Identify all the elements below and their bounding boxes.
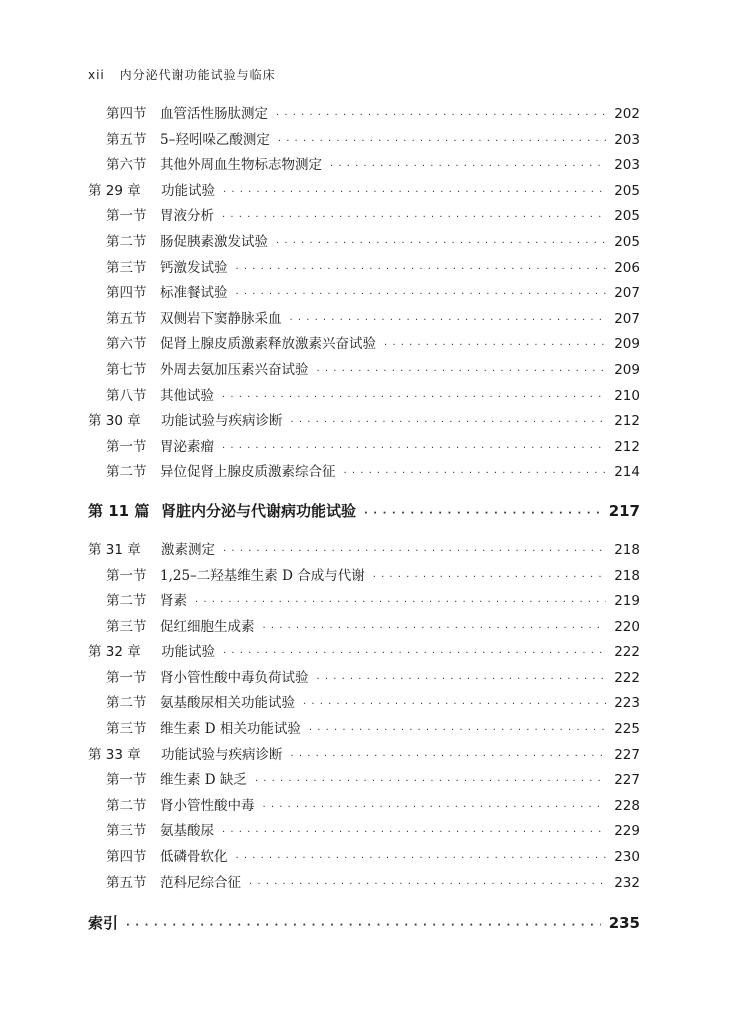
toc-entry-page: 212	[614, 438, 640, 455]
toc-entry-section[interactable]	[88, 845, 640, 871]
toc-entry-page: 218	[614, 541, 640, 558]
toc-entry-page: 212	[614, 413, 640, 430]
dot-leader	[263, 616, 607, 642]
toc-entry-part[interactable]	[88, 494, 640, 528]
toc-entry-chapter[interactable]	[88, 640, 640, 666]
toc-entry-page: 232	[614, 874, 640, 891]
toc-entry-title: 激素测定	[161, 541, 215, 558]
toc-entry-label: 第三节	[106, 259, 147, 276]
toc-entry-title: 肾小管性酸中毒	[160, 797, 255, 814]
toc-entry-title: 异位促肾上腺皮质激素综合征	[160, 464, 336, 481]
toc-entry-section[interactable]	[88, 717, 640, 743]
dot-leader	[344, 461, 607, 487]
toc-entry-label: 第七节	[106, 361, 147, 378]
dot-leader	[222, 385, 606, 411]
toc-entry-heading	[106, 128, 270, 154]
toc-entry-label: 第一节	[106, 772, 147, 789]
toc-entry-heading	[88, 409, 283, 435]
toc-entry-section[interactable]	[88, 871, 640, 897]
toc-entry-section[interactable]	[88, 564, 640, 590]
dot-leader	[249, 872, 606, 898]
toc-entry-heading	[88, 494, 356, 528]
toc-entry-title: 钙激发试验	[160, 259, 228, 276]
toc-entry-page: 227	[614, 772, 640, 789]
dot-leader	[317, 359, 607, 385]
dot-leader	[195, 590, 606, 616]
toc-entry-page: 205	[614, 208, 640, 225]
toc-entry-label: 第四节	[106, 849, 147, 866]
toc-entry-title: 促红细胞生成素	[160, 618, 255, 635]
toc-entry-section[interactable]	[88, 460, 640, 486]
toc-entry-heading	[106, 281, 228, 307]
toc-entry-label: 第 11 篇	[88, 501, 150, 520]
toc-entry-heading	[88, 743, 283, 769]
toc-entry-label: 第六节	[106, 336, 147, 353]
toc-entry-page: 209	[614, 361, 640, 378]
toc-entry-label: 第五节	[106, 131, 147, 148]
dot-leader	[364, 497, 601, 531]
dot-leader	[222, 436, 606, 462]
toc-entry-section[interactable]	[88, 768, 640, 794]
header-page-number: xii	[88, 68, 105, 82]
toc-entry-section[interactable]	[88, 128, 640, 154]
toc-entry-title: 双侧岩下窦静脉采血	[160, 310, 282, 327]
toc-entry-heading	[106, 871, 241, 897]
toc-entry-index[interactable]	[88, 906, 640, 940]
toc-entry-heading	[106, 435, 214, 461]
toc-entry-section[interactable]	[88, 153, 640, 179]
toc-entry-label: 第一节	[106, 438, 147, 455]
toc-entry-heading	[106, 307, 282, 333]
toc-entry-title: 外周去氨加压素兴奋试验	[160, 361, 309, 378]
dot-leader	[222, 205, 606, 231]
toc-entry-title: 维生素 D 缺乏	[160, 772, 247, 789]
toc-entry-label: 第六节	[106, 157, 147, 174]
toc-entry-title: 标准餐试验	[160, 285, 228, 302]
toc-entry-label: 第五节	[106, 310, 147, 327]
toc-entry-heading	[106, 230, 268, 256]
toc-entry-title: 促肾上腺皮质激素释放激素兴奋试验	[160, 336, 376, 353]
toc-entry-label: 第八节	[106, 387, 147, 404]
toc-entry-chapter[interactable]	[88, 409, 640, 435]
toc-entry-heading	[106, 256, 228, 282]
dot-leader	[223, 180, 606, 206]
dot-leader	[276, 231, 606, 257]
toc-entry-title: 肾素	[160, 593, 187, 610]
dot-leader	[126, 909, 601, 943]
dot-leader	[373, 565, 607, 591]
toc-entry-page: 207	[614, 285, 640, 302]
toc-entry-label: 第五节	[106, 874, 147, 891]
toc-entry-page: 227	[614, 746, 640, 763]
toc-entry-page: 223	[614, 695, 640, 712]
toc-entry-label: 第三节	[106, 618, 147, 635]
dot-leader	[223, 641, 606, 667]
toc-entry-page: 205	[614, 233, 640, 250]
dot-leader	[290, 308, 607, 334]
dot-leader	[236, 846, 607, 872]
toc-entry-title: 维生素 D 相关功能试验	[160, 721, 301, 738]
toc-entry-heading	[106, 794, 255, 820]
toc-entry-section[interactable]	[88, 384, 640, 410]
dot-leader	[263, 795, 607, 821]
dot-leader	[276, 103, 606, 129]
toc-entry-heading	[106, 332, 376, 358]
toc-entry-label: 第二节	[106, 464, 147, 481]
toc-entry-heading	[106, 768, 247, 794]
toc-entry-page: 230	[614, 849, 640, 866]
toc-entry-title: 肾脏内分泌与代谢病功能试验	[161, 501, 357, 520]
toc-entry-page: 228	[614, 797, 640, 814]
toc-entry-chapter[interactable]	[88, 538, 640, 564]
toc-entry-section[interactable]	[88, 794, 640, 820]
toc-entry-section[interactable]	[88, 281, 640, 307]
toc-entry-heading	[106, 845, 228, 871]
toc-entry-section[interactable]	[88, 256, 640, 282]
toc-entry-chapter[interactable]	[88, 179, 640, 205]
toc-entry-title: 氨基酸尿相关功能试验	[160, 695, 295, 712]
toc-entry-section[interactable]	[88, 819, 640, 845]
dot-leader	[330, 154, 606, 180]
toc-entry-heading	[106, 102, 268, 128]
toc-entry-page: 202	[614, 106, 640, 122]
toc-entry-title: 功能试验与疾病诊断	[161, 746, 283, 763]
toc-entry-title: 氨基酸尿	[160, 823, 214, 840]
toc-entry-section[interactable]	[88, 435, 640, 461]
header-book-title: 内分泌代谢功能试验与临床	[119, 68, 276, 82]
toc-entry-section[interactable]	[88, 691, 640, 717]
toc-entry-title: 胃液分析	[160, 208, 214, 225]
toc-entry-section[interactable]	[88, 358, 640, 384]
toc-entry-label: 第二节	[106, 233, 147, 250]
toc-entry-page: 203	[614, 131, 640, 148]
dot-leader	[222, 820, 606, 846]
toc-entry-section[interactable]	[88, 204, 640, 230]
toc-entry-page: 206	[614, 259, 640, 276]
toc-entry-section[interactable]	[88, 332, 640, 358]
toc-entry-title: 其他试验	[160, 387, 214, 404]
toc-entry-page: 209	[614, 336, 640, 353]
toc-entry-label: 第二节	[106, 797, 147, 814]
toc-entry-heading	[88, 640, 215, 666]
toc-entry-section[interactable]	[88, 615, 640, 641]
toc-entry-section[interactable]	[88, 307, 640, 333]
toc-entry-heading	[106, 691, 295, 717]
toc-entry-page: 203	[614, 157, 640, 174]
toc-entry-title: 胃泌素瘤	[160, 438, 214, 455]
toc-entry-heading	[106, 153, 322, 179]
toc-entry-title: 血管活性肠肽测定	[160, 106, 268, 122]
toc-entry-label: 第三节	[106, 721, 147, 738]
toc-entry-page: 222	[614, 669, 640, 686]
toc-entry-section[interactable]	[88, 666, 640, 692]
toc-entry-page: 220	[614, 618, 640, 635]
dot-leader	[223, 539, 606, 565]
toc-entry-label: 第一节	[106, 208, 147, 225]
dot-leader	[236, 257, 607, 283]
dot-leader	[317, 667, 607, 693]
toc-entry-title: 范科尼综合征	[160, 874, 241, 891]
toc-entry-label: 第 29 章	[88, 182, 141, 199]
toc-entry-heading	[106, 460, 336, 486]
table-of-contents	[88, 102, 640, 940]
toc-entry-heading	[106, 666, 309, 692]
toc-entry-page: 229	[614, 823, 640, 840]
toc-entry-label: 第四节	[106, 285, 147, 302]
toc-entry-title: 功能试验与疾病诊断	[161, 413, 283, 430]
dot-leader	[291, 410, 607, 436]
toc-entry-page: 210	[614, 387, 640, 404]
toc-entry-page: 217	[608, 501, 640, 520]
toc-entry-label: 第二节	[106, 593, 147, 610]
toc-entry-page: 214	[614, 464, 640, 481]
toc-entry-label: 第 31 章	[88, 541, 141, 558]
dot-leader	[255, 769, 606, 795]
dot-leader	[384, 333, 606, 359]
toc-entry-section[interactable]	[88, 230, 640, 256]
toc-entry-heading	[106, 358, 309, 384]
toc-entry-title: 肠促胰素激发试验	[160, 233, 268, 250]
toc-entry-section[interactable]	[88, 589, 640, 615]
dot-leader	[236, 282, 607, 308]
toc-entry-label: 第 32 章	[88, 644, 141, 661]
toc-entry-title: 功能试验	[161, 644, 215, 661]
toc-entry-chapter[interactable]	[88, 743, 640, 769]
toc-entry-heading	[106, 717, 301, 743]
toc-entry-heading	[106, 564, 365, 590]
toc-entry-page: 225	[614, 721, 640, 738]
toc-entry-title: 1,25–二羟基维生素 D 合成与代谢	[160, 567, 365, 584]
toc-entry-heading	[88, 179, 215, 205]
toc-entry-label: 第三节	[106, 823, 147, 840]
toc-entry-label: 第 33 章	[88, 746, 141, 763]
toc-entry-label: 第一节	[106, 669, 147, 686]
toc-entry-page: 218	[614, 567, 640, 584]
dot-leader	[291, 744, 607, 770]
toc-entry-page: 207	[614, 310, 640, 327]
toc-entry-heading	[88, 906, 118, 940]
toc-entry-page: 219	[614, 593, 640, 610]
toc-entry-heading	[106, 819, 214, 845]
running-header	[88, 66, 276, 83]
toc-entry-title: 索引	[88, 914, 119, 933]
toc-entry-page: 222	[614, 644, 640, 661]
toc-entry-page: 205	[614, 182, 640, 199]
toc-entry-label: 第二节	[106, 695, 147, 712]
toc-entry-heading	[88, 538, 215, 564]
dot-leader	[278, 129, 606, 155]
toc-entry-label: 第一节	[106, 567, 147, 584]
toc-entry-title: 其他外周血生物标志物测定	[160, 157, 322, 174]
toc-entry-heading	[106, 589, 187, 615]
dot-leader	[303, 692, 606, 718]
dot-leader	[309, 718, 606, 744]
toc-entry-title: 低磷骨软化	[160, 849, 228, 866]
toc-entry-heading	[106, 204, 214, 230]
toc-entry-label: 第 30 章	[88, 413, 141, 430]
toc-entry-title: 5–羟吲哚乙酸测定	[160, 131, 270, 148]
toc-entry-title: 功能试验	[161, 182, 215, 199]
toc-entry-heading	[106, 384, 214, 410]
toc-entry-heading	[106, 615, 255, 641]
toc-entry-label: 第四节	[106, 106, 147, 122]
toc-entry-section[interactable]	[88, 102, 640, 128]
toc-entry-title: 肾小管性酸中毒负荷试验	[160, 669, 309, 686]
toc-entry-page: 235	[608, 914, 640, 933]
